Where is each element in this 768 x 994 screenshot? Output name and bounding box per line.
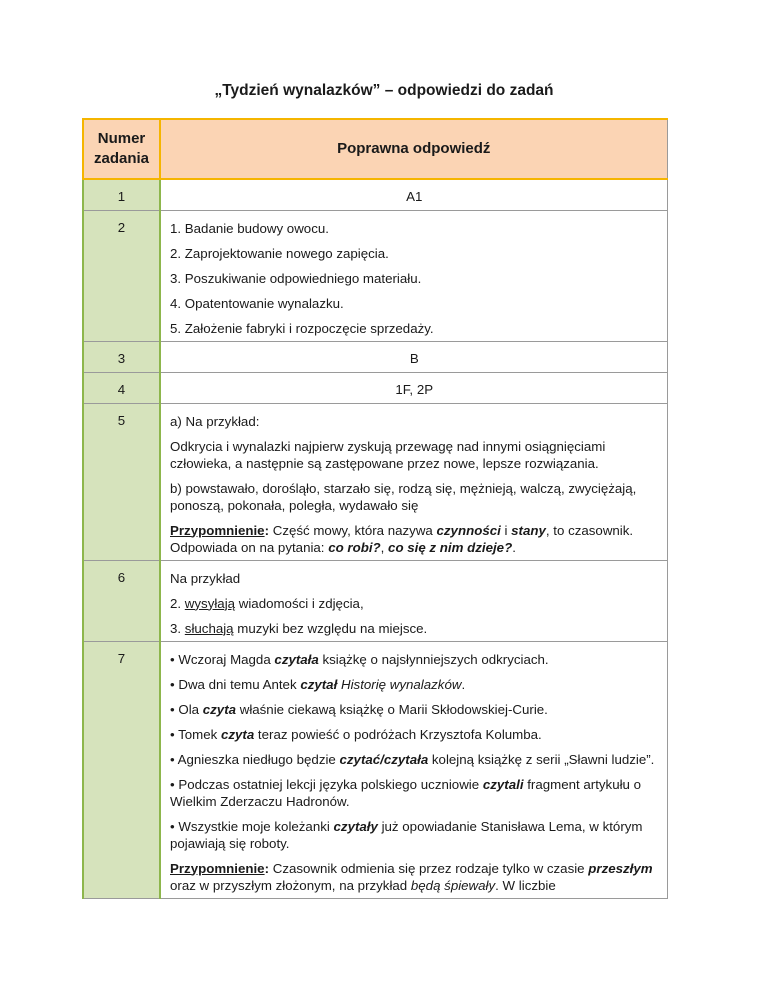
task-number: 6 [83, 560, 160, 641]
bullet-line [170, 751, 659, 768]
reminder-keyword: co robi? [328, 539, 381, 555]
reminder-label: Przypomnienie [170, 522, 265, 538]
task-answer [160, 641, 667, 898]
answer-line: 5. Założenie fabryki i rozpoczęcie sprzedaży. [170, 320, 434, 336]
line-suffix: muzyki bez względu na miejsce. [233, 620, 428, 636]
bullet-verb: czytał [300, 676, 338, 692]
answer-line [170, 595, 659, 612]
reminder-example: będą śpiewały [410, 877, 496, 893]
bullet-line [170, 726, 659, 743]
answer-part-a-text: Odkrycia i wynalazki najpierw zyskują przewagę nad innymi osiągnięciami człowieka, a następnie są zastępowane przez nowe, lepsze rozwiązania. [170, 438, 606, 471]
table-row [83, 641, 667, 898]
task-answer [160, 403, 667, 560]
reminder-text: . [512, 539, 516, 555]
task-answer: A1 [160, 179, 667, 210]
task-number: 3 [83, 341, 160, 372]
header-task-number: Numer zadania [83, 119, 160, 179]
reminder-text: i [500, 522, 512, 538]
line-prefix: 3. [170, 620, 185, 636]
bullet-prefix: • Dwa dni temu Antek [170, 676, 301, 692]
bullet-verb: czyta [220, 726, 255, 742]
answer-line: 3. Poszukiwanie odpowiedniego materiału. [170, 270, 422, 286]
answer-intro: Na przykład [170, 570, 241, 586]
answer-line: 4. Opatentowanie wynalazku. [170, 295, 344, 311]
reminder-text: Część mowy, która nazywa [269, 522, 437, 538]
bullet-suffix: fragment artykułu o Wielkim Zderzaczu Hadronów. [170, 776, 642, 809]
bullet-verb: czyta [202, 701, 237, 717]
reminder-keyword: co się z nim dzieje? [388, 539, 513, 555]
reminder-label: Przypomnienie [170, 860, 265, 876]
task-answer: B [160, 341, 667, 372]
bullet-suffix: teraz powieść o podróżach Krzysztofa Kolumba. [254, 726, 542, 742]
reminder-keyword: czynności [436, 522, 501, 538]
reminder-text: Czasownik odmienia się przez rodzaje tylko w czasie [269, 860, 589, 876]
bullet-line [170, 776, 659, 810]
underlined-verb: słuchają [184, 620, 234, 636]
answer-line: 1. Badanie budowy owocu. [170, 220, 329, 236]
task-answer [160, 210, 667, 341]
answer-line [170, 620, 659, 637]
table-row [83, 372, 667, 403]
reminder-note [170, 522, 659, 556]
bullet-line [170, 818, 659, 852]
table-row [83, 560, 667, 641]
bullet-prefix: • Agnieszka niedługo będzie [170, 751, 340, 767]
reminder-keyword: przeszłym [588, 860, 653, 876]
bullet-title: Historię wynalazków [340, 676, 462, 692]
table-row [83, 403, 667, 560]
task-number: 7 [83, 641, 160, 898]
task-number: 1 [83, 179, 160, 210]
table-row [83, 341, 667, 372]
reminder-colon: : [264, 860, 270, 876]
bullet-verb: czytać/czytała [339, 751, 429, 767]
bullet-prefix: • Wczoraj Magda [170, 651, 275, 667]
reminder-colon: : [264, 522, 270, 538]
answer-part-b-text: b) powstawało, dorośląło, starzało się, rodzą się, mężnieją, walczą, zwyciężają, ponoszą, pokonała, poległa, wydawało się [170, 480, 637, 513]
table-header-row [83, 119, 667, 179]
bullet-suffix: już opowiadanie Stanisława Lema, w którym pojawiają się roboty. [170, 818, 643, 851]
bullet-line [170, 676, 659, 693]
task-number: 5 [83, 403, 160, 560]
reminder-keyword: stany [511, 522, 546, 538]
line-suffix: wiadomości i zdjęcia, [235, 595, 364, 611]
document-title: „Tydzień wynalazków” – odpowiedzi do zadań [214, 82, 554, 99]
underlined-verb: wysyłają [184, 595, 236, 611]
reminder-text: , [380, 539, 389, 555]
bullet-suffix: właśnie ciekawą książkę o Marii Skłodowskiej-Curie. [236, 701, 548, 717]
bullet-prefix: • Tomek [170, 726, 221, 742]
line-prefix: 2. [170, 595, 185, 611]
bullet-suffix: książkę o najsłynniejszych odkryciach. [318, 651, 549, 667]
answer-line: 2. Zaprojektowanie nowego zapięcia. [170, 245, 389, 261]
bullet-verb: czytała [274, 651, 319, 667]
table-row [83, 210, 667, 341]
reminder-text: , to czasownik. Odpowiada on na pytania: [170, 522, 634, 555]
bullet-prefix: • Ola [170, 701, 203, 717]
bullet-verb: czytały [333, 818, 378, 834]
reminder-text: oraz w przyszłym złożonym, na przykład [170, 877, 411, 893]
bullet-prefix: • Wszystkie moje koleżanki [170, 818, 334, 834]
bullet-line [170, 651, 659, 668]
reminder-text: . W liczbie [495, 877, 556, 893]
bullet-verb: czytali [482, 776, 524, 792]
bullet-prefix: • Podczas ostatniej lekcji języka polskiego uczniowie [170, 776, 483, 792]
bullet-line [170, 701, 659, 718]
answer-part-a-label: a) Na przykład: [170, 413, 260, 429]
table-row [83, 179, 667, 210]
task-number: 2 [83, 210, 160, 341]
answers-table [82, 118, 668, 899]
bullet-suffix: kolejną książkę z serii „Sławni ludzie”. [428, 751, 655, 767]
task-answer: 1F, 2P [160, 372, 667, 403]
header-correct-answer: Poprawna odpowiedź [160, 119, 667, 179]
task-number: 4 [83, 372, 160, 403]
reminder-note [170, 860, 659, 894]
task-answer [160, 560, 667, 641]
bullet-end: . [461, 676, 466, 692]
